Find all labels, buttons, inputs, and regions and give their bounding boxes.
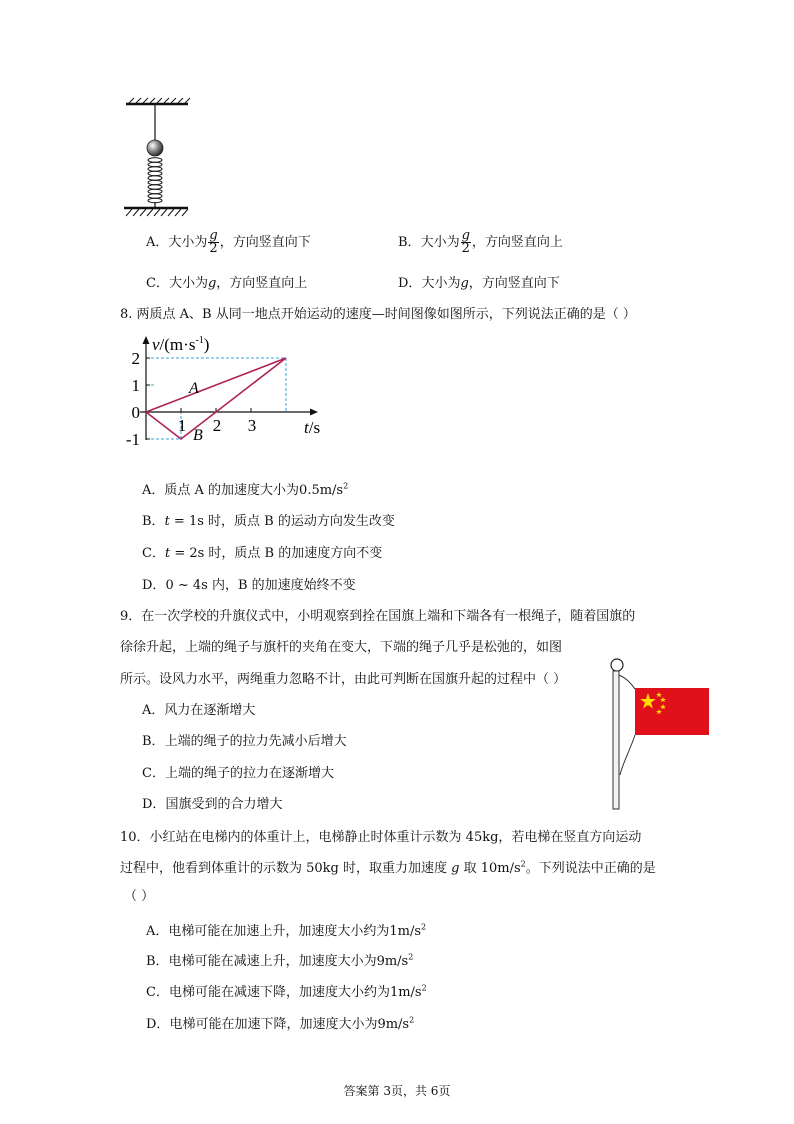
option-text: 0 ~ 4s 内，B 的加速度始终不变 <box>165 578 356 593</box>
option-text: 电梯可能在减速上升，加速度大小为9m/s <box>168 954 409 969</box>
option-letter: C． <box>142 766 165 781</box>
option-letter: A． <box>142 703 165 718</box>
option-letter: A． <box>146 924 169 939</box>
fraction <box>461 230 471 255</box>
q9-stem-line-3: 所示。设风力水平，两绳重力忽略不计，由此可判断在国旗升起的过程中（ ） <box>120 672 567 687</box>
option-letter: D． <box>146 1017 170 1032</box>
y-tick-label: 2 <box>131 349 140 368</box>
q10-stem-line-3: （ ） <box>124 889 155 904</box>
q9-option-c <box>142 762 334 781</box>
x-tick-label: 1 <box>177 416 187 435</box>
series-label-a: A <box>189 380 199 397</box>
superscript: 2 <box>421 922 427 932</box>
spring-ball-figure <box>118 96 194 220</box>
fraction <box>208 230 218 255</box>
series-label-b: B <box>193 427 203 444</box>
option-letter: D． <box>142 797 166 812</box>
option-text: = 1s 时，质点 B 的运动方向发生改变 <box>169 514 395 529</box>
q10-option-c <box>146 981 427 1000</box>
var-g: g <box>451 861 460 876</box>
y-tick-label: -1 <box>125 430 140 449</box>
x-axis-arrow <box>310 409 318 416</box>
option-letter: B． <box>146 954 169 969</box>
q10-stem-line-1: 10．小红站在电梯内的体重计上，电梯静止时体重计示数为 45kg，若电梯在竖直方向运动 <box>120 830 642 845</box>
option-text: 大小为 <box>168 235 208 250</box>
var-t: t <box>164 546 171 561</box>
option-text: ，方向竖直向上 <box>471 235 563 250</box>
option-text: ，方向竖直向下 <box>219 235 311 250</box>
q10-option-d <box>146 1013 414 1032</box>
superscript: 2 <box>343 481 349 491</box>
x-tick-label: 3 <box>247 416 257 435</box>
option-text: ，方向竖直向下 <box>468 276 560 291</box>
stem-text: 。下列说法中正确的是 <box>525 861 656 876</box>
q8-option-a <box>142 479 348 498</box>
q7-option-d <box>398 272 560 291</box>
fraction-numerator: g <box>461 228 470 243</box>
fraction-numerator: g <box>209 228 218 243</box>
option-text: 国旗受到的合力增大 <box>165 797 283 812</box>
q9-option-d <box>142 793 282 812</box>
option-text: 大小为 <box>421 276 461 291</box>
option-text: 电梯可能在加速上升，加速度大小约为1m/s <box>168 924 422 939</box>
q7-option-b <box>398 230 563 255</box>
option-text: 上端的绳子的拉力先减小后增大 <box>164 734 347 749</box>
superscript: 2 <box>421 983 427 993</box>
option-text: ，方向竖直向上 <box>216 276 308 291</box>
q9-option-a <box>142 699 255 718</box>
option-letter: A． <box>146 235 169 250</box>
var-t: t <box>164 514 170 529</box>
q10-option-b <box>146 950 413 969</box>
y-axis-label: $v/(m\cdot s^{-1})$ <box>152 335 210 354</box>
y-tick-label: 0 <box>131 403 140 422</box>
option-text: 大小为 <box>168 276 208 291</box>
q10-option-a <box>146 920 426 939</box>
y-axis-arrow <box>143 336 150 344</box>
option-text: 上端的绳子的拉力在逐渐增大 <box>164 766 334 781</box>
vt-chart <box>118 330 338 470</box>
option-letter: B． <box>398 235 421 250</box>
flagpole-figure <box>600 655 715 813</box>
option-letter: D． <box>398 276 422 291</box>
stem-text: 过程中，他看到体重计的示数为 50kg 时，取重力加速度 <box>120 861 452 876</box>
fraction-denominator: 2 <box>461 241 470 256</box>
stem-text: 取 10m/s <box>459 861 521 876</box>
y-tick-label: 1 <box>131 376 140 395</box>
superscript: 2 <box>408 952 414 962</box>
q7-option-c <box>146 272 307 291</box>
q7-option-a <box>146 230 311 255</box>
var-g: g <box>207 276 217 291</box>
option-letter: B． <box>142 734 165 749</box>
china-flag <box>635 688 709 735</box>
option-text: 质点 A 的加速度大小为 <box>164 483 300 498</box>
series-line-a <box>146 358 286 412</box>
q9-stem-line-2: 徐徐升起，上端的绳子与旗杆的夹角在变大，下端的绳子几乎是松弛的，如图 <box>120 640 563 655</box>
option-text: 风力在逐渐增大 <box>164 703 256 718</box>
option-letter: A． <box>142 483 165 498</box>
q10-stem-line-2 <box>120 857 656 876</box>
page-footer: 答案第 3页，共 6页 <box>343 1084 451 1098</box>
option-value: 0.5m/s <box>299 483 344 498</box>
option-text: 大小为 <box>420 235 460 250</box>
option-text: = 2s 时，质点 B 的加速度方向不变 <box>170 546 383 561</box>
superscript: 2 <box>409 1015 415 1025</box>
q9-option-b <box>142 730 347 749</box>
fraction-denominator: 2 <box>209 241 218 256</box>
q9-stem-line-1: 9．在一次学校的升旗仪式中，小明观察到拴在国旗上端和下端各有一根绳子，随着国旗的 <box>120 609 636 624</box>
option-letter: C． <box>142 546 165 561</box>
option-letter: D． <box>142 578 166 593</box>
option-text: 电梯可能在加速下降，加速度大小为9m/s <box>169 1017 410 1032</box>
x-tick-label: 2 <box>212 416 222 435</box>
superscript: 2 <box>520 859 526 869</box>
q8-option-b <box>142 510 395 529</box>
q8-stem: 8. 两质点 A、B 从同一地点开始运动的速度—时间图像如图所示，下列说法正确的是（ ） <box>120 307 636 322</box>
x-axis-label: t/s <box>304 418 321 437</box>
q8-option-c <box>142 542 382 561</box>
option-letter: C． <box>146 276 169 291</box>
option-letter: C． <box>146 985 169 1000</box>
option-letter: B． <box>142 514 165 529</box>
q8-option-d <box>142 574 356 593</box>
var-g: g <box>460 276 469 291</box>
option-text: 电梯可能在减速下降，加速度大小约为1m/s <box>168 985 422 1000</box>
